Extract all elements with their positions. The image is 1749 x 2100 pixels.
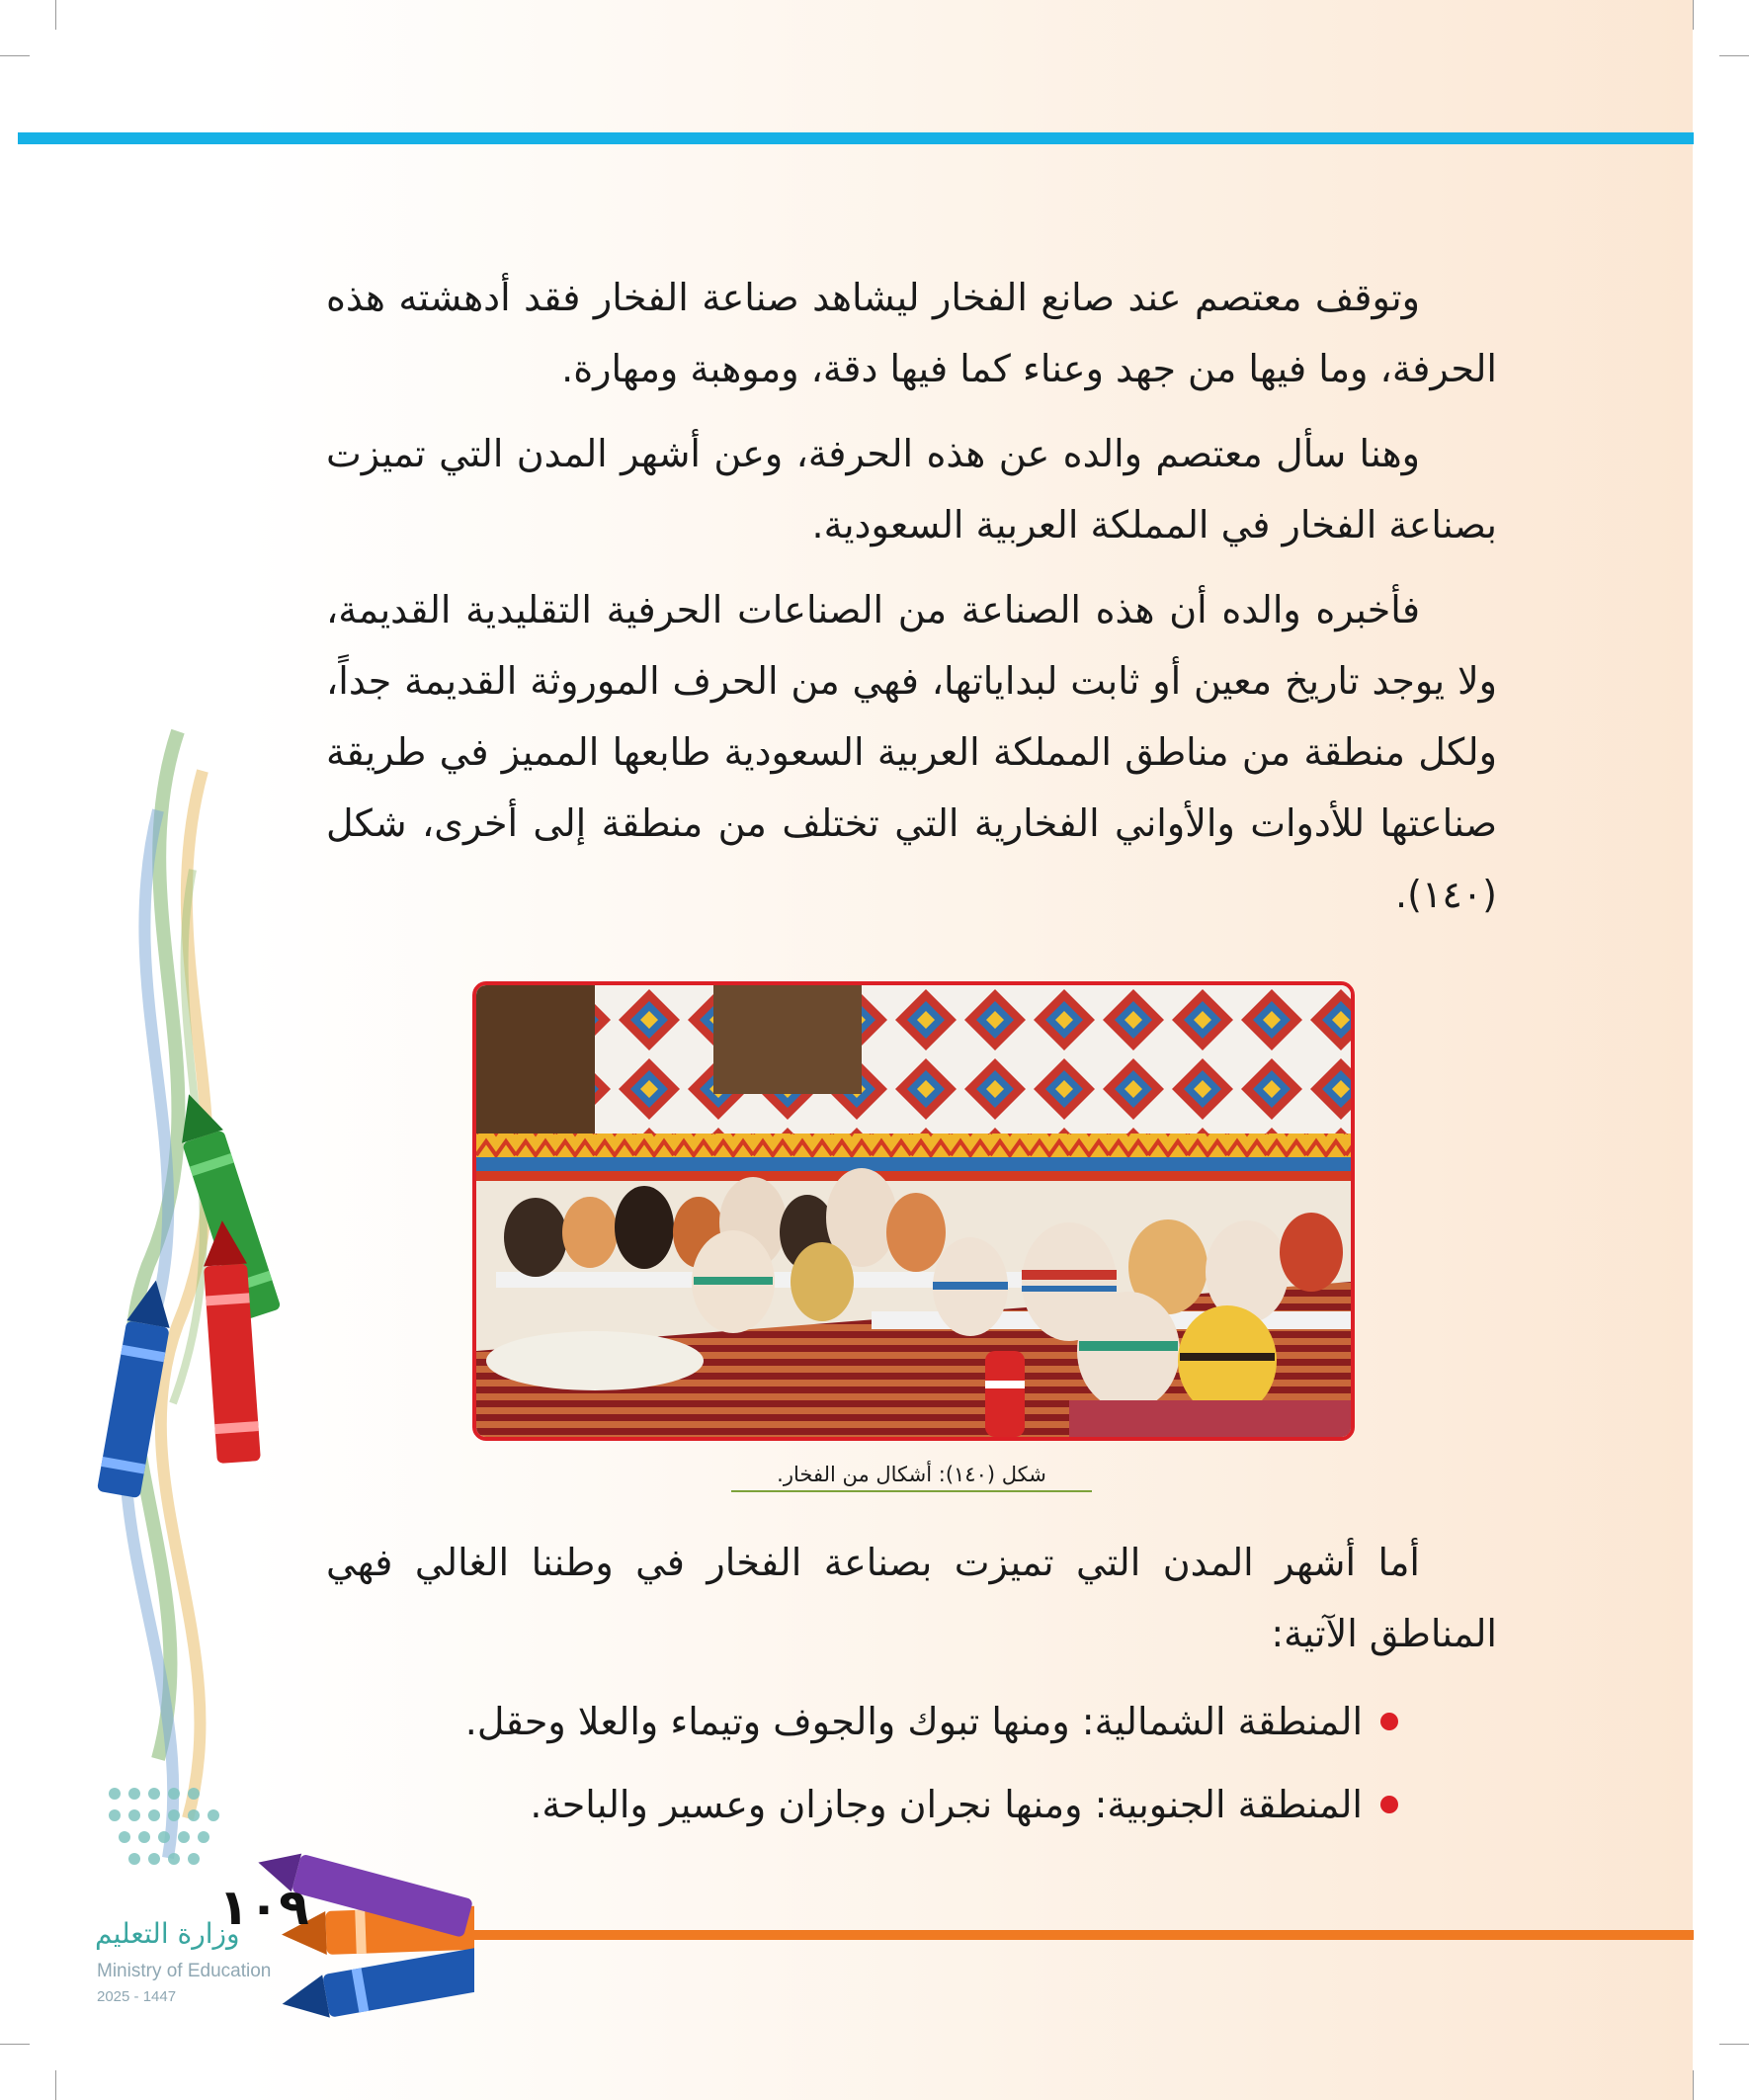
list-item-text: المنطقة الجنوبية: ومنها نجران وجازان وعسير والباحة.	[530, 1783, 1363, 1826]
pottery-image	[476, 985, 1351, 1437]
page-number: ١٠٩	[218, 1879, 309, 1936]
pottery-photo	[472, 981, 1355, 1441]
list-item-text: المنطقة الشمالية: ومنها تبوك والجوف وتيماء والعلا وحقل.	[464, 1700, 1363, 1743]
list-item	[465, 1763, 1398, 1846]
list-item	[465, 1680, 1398, 1763]
paragraph: فأخبره والده أن هذه الصناعة من الصناعات الحرفية التقليدية القديمة، ولا يوجد تاريخ معين أو ثابت لبداياتها، فهي من الحرف الموروثة القديمة جداً، ولكل منطقة من مناطق المملكة العربية السعودية طابعها المميز في طريقة صناعتها للأدوات والأواني الفخارية التي تختلف من منطقة إلى أخرى، شكل (١٤٠).	[326, 588, 1497, 916]
figure-caption: شكل (١٤٠): أشكال من الفخار.	[731, 1463, 1092, 1492]
paragraph: وهنا سأل معتصم والده عن هذه الحرفة، وعن أشهر المدن التي تميزت بصناعة الفخار في المملكة العربية السعودية.	[326, 432, 1497, 546]
crop-mark	[1693, 2070, 1694, 2100]
crop-mark	[55, 0, 56, 30]
ministry-name-english: Ministry of Education	[97, 1961, 272, 1981]
paragraph: أما أشهر المدن التي تميزت بصناعة الفخار في وطننا الغالي فهي المناطق الآتية:	[326, 1541, 1497, 1655]
edition-year: 2025 - 1447	[97, 1988, 177, 2005]
regions-list	[465, 1680, 1398, 1846]
crop-mark	[1693, 0, 1694, 30]
paragraph: وتوقف معتصم عند صانع الفخار ليشاهد صناعة الفخار فقد أدهشته هذه الحرفة، وما فيها من جهد وعناء كما فيها دقة، وموهبة ومهارة.	[326, 276, 1497, 390]
red-dot-icon	[1380, 1796, 1398, 1813]
body-text	[326, 262, 1497, 930]
top-rule	[18, 132, 1694, 144]
ministry-name-arabic: وزارة التعليم	[95, 1917, 240, 1950]
red-dot-icon	[1380, 1713, 1398, 1730]
crop-mark	[1719, 2044, 1749, 2045]
crop-mark	[1719, 55, 1749, 56]
crop-mark	[0, 55, 30, 56]
bottom-rule	[435, 1930, 1694, 1940]
page-margin	[1693, 0, 1749, 2100]
